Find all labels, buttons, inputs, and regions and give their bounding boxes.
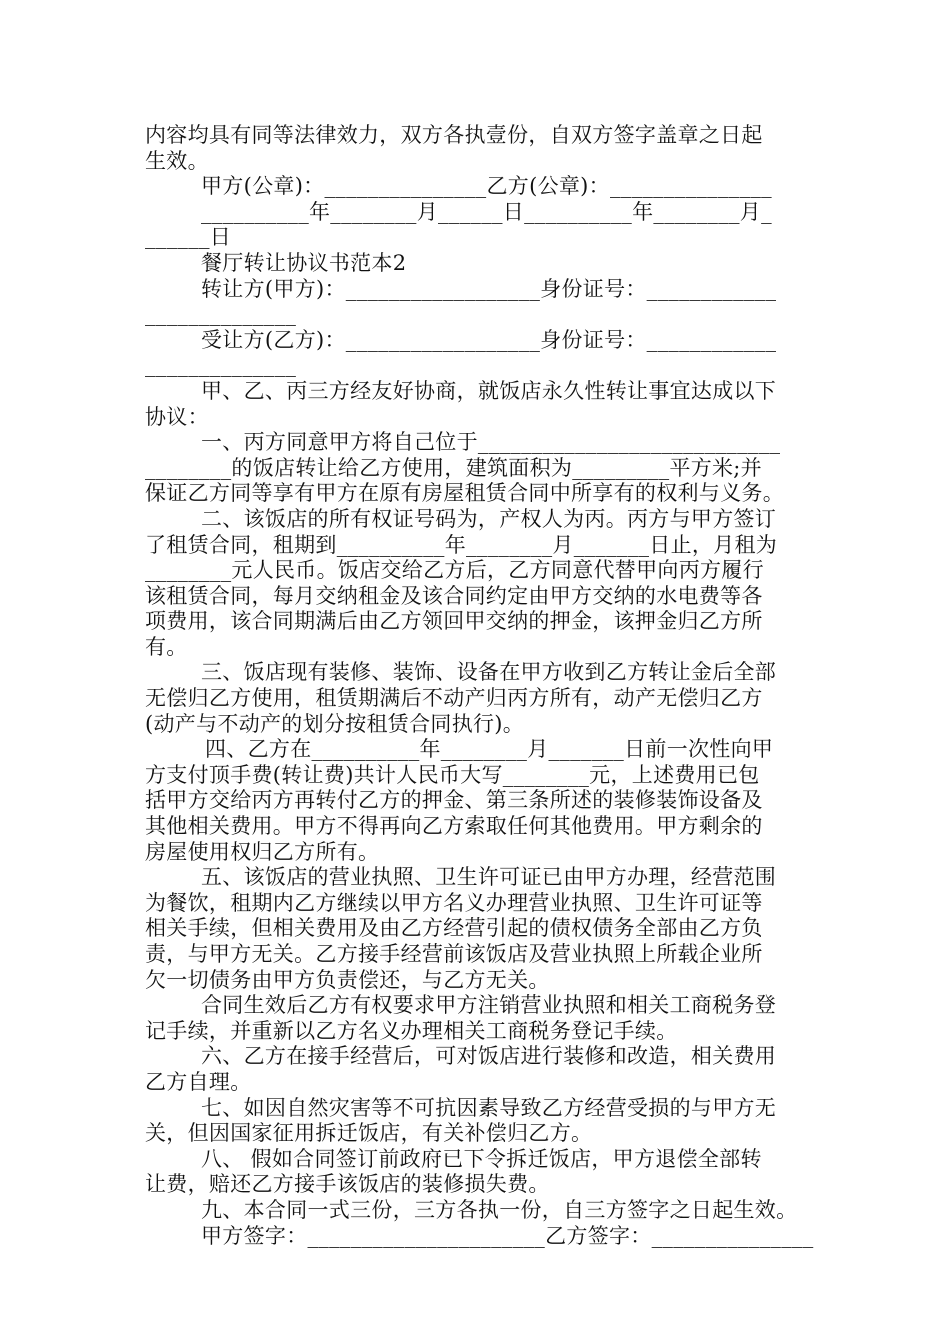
text-line: 了租赁合同，租期到__________年________月_______日止，月租为: [145, 532, 778, 557]
document-body: [145, 123, 825, 1249]
text-line: 方支付顶手费(转让费)共计人民币大写________元，上述费用已包: [145, 762, 760, 787]
text-line: 责，与甲方无关。乙方接手经营前该饭店及营业执照上所载企业所: [145, 942, 763, 966]
text-line: __________年________月______日__________年________月_: [201, 199, 772, 224]
text-line: 五、该饭店的营业执照、卫生许可证已由甲方办理，经营范围: [201, 865, 777, 890]
text-line: 内容均具有同等法律效力，双方各执壹份，自双方签字盖章之日起: [145, 123, 763, 147]
text-line: ________的饭店转让给乙方使用，建筑面积为_________平方米;并: [145, 455, 762, 480]
text-line: ______________: [145, 353, 297, 378]
text-line: 四、乙方在__________年________月_______日前一次性向甲: [205, 737, 774, 762]
text-line: 受让方(乙方)：__________________身份证号：____________: [201, 327, 777, 352]
text-line: ______________: [145, 302, 297, 327]
text-line: (动产与不动产的划分按租赁合同执行)。: [145, 711, 525, 736]
text-line: 为餐饮，租期内乙方继续以甲方名义办理营业执照、卫生许可证等: [145, 890, 763, 915]
text-line: 六、乙方在接手经营后，可对饭店进行装修和改造，相关费用: [201, 1044, 777, 1069]
text-line: 甲方(公章)：_______________乙方(公章)：_______________: [201, 174, 772, 199]
text-line: 无偿归乙方使用，租赁期满后不动产归丙方所有，动产无偿归乙方: [145, 686, 763, 711]
text-line: 项费用，该合同期满后由乙方领回甲交纳的押金，该押金归乙方所: [145, 609, 763, 634]
text-line: 一、丙方同意甲方将自己位于____________________________: [201, 430, 781, 455]
text-line: ________元人民币。饭店交给乙方后，乙方同意代替甲向丙方履行: [145, 558, 764, 583]
text-line: 生效。: [145, 148, 209, 173]
text-line: 甲、乙、丙三方经友好协商，就饭店永久性转让事宜达成以下: [201, 378, 777, 403]
text-line: 餐厅转让协议书范本2: [201, 250, 407, 275]
text-line: 二、该饭店的所有权证号码为，产权人为丙。丙方与甲方签订: [201, 506, 777, 531]
text-line: 协议：: [145, 404, 209, 429]
text-line: 三、饭店现有装修、装饰、设备在甲方收到乙方转让金后全部: [201, 660, 777, 685]
text-line: 相关手续，但相关费用及由乙方经营引起的债权债务全部由乙方负: [145, 916, 763, 941]
text-line: 其他相关费用。甲方不得再向乙方索取任何其他费用。甲方剩余的: [145, 814, 763, 839]
text-line: ______日: [145, 225, 232, 250]
text-line: 八、 假如合同签订前政府已下令拆迁饭店，甲方退偿全部转: [201, 1146, 762, 1171]
text-line: 该租赁合同，每月交纳租金及该合同约定由甲方交纳的水电费等各: [145, 583, 763, 608]
text-line: 房屋使用权归乙方所有。: [145, 839, 380, 864]
text-line: 乙方自理。: [145, 1069, 252, 1094]
text-line: 转让方(甲方)：__________________身份证号：____________: [201, 276, 777, 301]
text-line: 甲方签字：______________________乙方签字：_______________: [201, 1223, 814, 1248]
text-line: 记手续，并重新以乙方名义办理相关工商税务登记手续。: [145, 1018, 678, 1043]
text-line: 括甲方交给丙方再转付乙方的押金、第三条所述的装修装饰设备及: [145, 788, 763, 813]
text-line: 七、如因自然灾害等不可抗因素导致乙方经营受损的与甲方无: [201, 1095, 777, 1120]
text-line: 保证乙方同等享有甲方在原有房屋租赁合同中所享有的权利与义务。: [145, 481, 784, 506]
text-line: 合同生效后乙方有权要求甲方注销营业执照和相关工商税务登: [201, 993, 777, 1018]
text-line: 让费，赔还乙方接手该饭店的装修损失费。: [145, 1172, 550, 1197]
text-line: 有。: [145, 634, 188, 659]
text-line: 欠一切债务由甲方负责偿还，与乙方无关。: [145, 967, 550, 992]
text-line: 关，但因国家征用拆迁饭店，有关补偿归乙方。: [145, 1121, 593, 1146]
text-line: 九、本合同一式三份，三方各执一份，自三方签字之日起生效。: [201, 1197, 798, 1222]
